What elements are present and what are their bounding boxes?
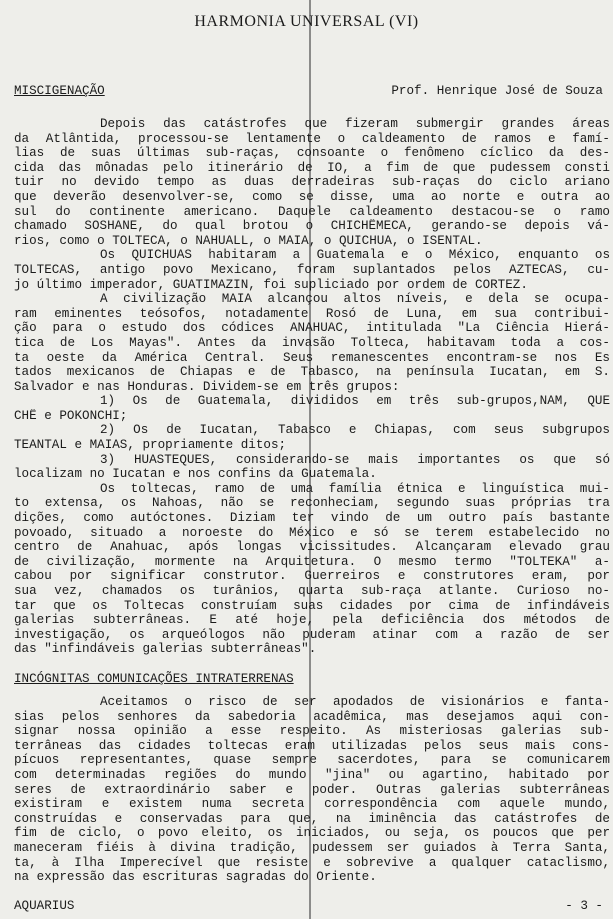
section-body-incognitas — [14, 695, 610, 885]
text-line: fim de ciclo, o povo eleito, os iniciados, ou seja, os poucos que per — [14, 826, 610, 841]
text-line: ram eminentes teósofos, notadamente Rosó de Luna, em sua contribui- — [14, 306, 610, 321]
text-line: to extensa, os Nahoas, não se reconheciam, segundo suas próprias tra — [14, 496, 610, 511]
text-line: Salvador e nas Honduras. Dividem-se em três grupos: — [14, 379, 400, 394]
text-line: Os toltecas, ramo de uma família étnica e linguística mui- — [100, 481, 610, 496]
text-line: povoado, situado a noroeste do México e só se terem estabelecido no — [14, 525, 610, 540]
text-line: signar nossa opinião a esse respeito. As misteriosas galerias sub- — [14, 724, 610, 739]
section-heading-miscigenacao: MISCIGENAÇÃO — [14, 84, 105, 98]
text-line: TEANTAL e MAIAS, propriamente ditos; — [14, 438, 287, 453]
text-line: centro de Anahuac, após longas vicissitudes. Alcançaram elevado grau — [14, 540, 610, 555]
author-name: Prof. Henrique José de Souza — [391, 84, 603, 98]
text-line: Os QUICHUAS habitaram a Guatemala e o México, enquanto os — [100, 248, 610, 263]
text-line: existiram e existem numa secreta correspondência com aquele mundo, — [14, 797, 610, 812]
text-line: tuir no devido tempo as duas derradeiras sub-raças do ciclo ariano — [14, 175, 610, 190]
text-line: tica de Los Mayas". Antes da invasão Tolteca, habitavam toda a cos- — [14, 335, 610, 350]
text-line: construídas e conservadas para que, na iminência das catástrofes de — [14, 811, 610, 826]
text-line: terrâneas das cidades toltecas eram utilizadas pelos seus mais cons- — [14, 738, 610, 753]
text-line: pícuos representantes, quase sempre sacerdotes, para se comunicarem — [14, 753, 610, 768]
text-line: rios, como o TOLTECA, o NAHUALL, o MAIA, o QUICHUA, o ISENTAL. — [14, 233, 483, 248]
text-line: sua vez, chamados os turânios, quarta sub-raça atlante. Curioso no- — [14, 584, 610, 598]
text-line: de civilização, mormente na Arquitetura. O mesmo termo "TOLTEKA" a- — [14, 554, 610, 569]
text-line: tar que os Toltecas construíam suas cidades por cima de infindáveis — [14, 598, 610, 613]
text-line: Depois das catástrofes que fizeram submergir grandes áreas — [100, 117, 610, 131]
text-line: cabou por significar construtor. Guerreiros e construtores eram, por — [14, 569, 610, 584]
text-line: chamado SOSHANE, do qual brotou o CHICHÊMECA, gerando-se depois vá- — [14, 219, 610, 234]
text-line: das "infindáveis galerias subterrâneas". — [14, 642, 317, 657]
text-line: cida das mônadas pelo itinerário de IO, a fim de que pudessem consti — [14, 160, 610, 175]
text-line: ção para o estudo dos códices ANAHUAC, intitulada "La Ciência Hierá- — [14, 321, 610, 336]
text-line: jo último imperador, GUATIMAZIN, foi supliciado por ordem de CORTEZ. — [14, 277, 528, 292]
text-line: localizam no Iucatan e nos confins da Guatemala. — [14, 467, 377, 482]
text-line: investigação, os arqueólogos não puderam atinar com a razão de ser — [14, 627, 610, 642]
text-line: TOLTECAS, antigo povo Mexicano, foram suplantados pelos AZTECAS, cu- — [14, 262, 610, 277]
section-body-miscigenacao — [14, 117, 610, 657]
text-line: que deverão desenvolver-se, como se disse, uma ao norte e outra ao — [14, 189, 610, 204]
text-line: CHÊ e POKONCHI; — [14, 408, 128, 423]
text-line: Aceitamos o risco de ser apodados de visionários e fanta- — [100, 695, 610, 709]
text-line: ta oeste da América Central. Seus remanescentes encontram-se nos Es — [14, 350, 610, 365]
text-line: dições, como autóctones. Diziam ter vindo de um outro país bastante — [14, 511, 610, 526]
text-line: lias de suas últimas sub-raças, consoante o fenômeno cíclico da des- — [14, 146, 610, 161]
text-line: ta, à Ilha Imperecível que resiste e sobrevive a qualquer cataclismo, — [14, 855, 610, 870]
text-line: com determinadas regiões do mundo "jina" ou agartino, habitado por — [14, 767, 610, 782]
text-line: sias pelos senhores da sabedoria acadêmica, mas desejamos aqui con- — [14, 709, 610, 724]
text-line: galerias subterrâneas. E até hoje, pela deficiência dos métodos de — [14, 613, 610, 628]
text-line: 3) HUASTEQUES, considerando-se mais importantes os que só — [100, 452, 610, 467]
text-line: sul do continente americano. Daquele caldeamento destacou-se o ramo — [14, 204, 610, 219]
text-line: seres de extraordinário saber e poder. Outras galerias subterrâneas — [14, 782, 610, 797]
text-line: da Atlântida, processou-se lentamente o caldeamento de ramos e famí- — [14, 131, 610, 146]
text-line: maneceram fiéis à divina tradição, pudessem ser guiados à Terra Santa, — [14, 840, 610, 855]
text-line: na expressão das escrituras sagradas do Oriente. — [14, 870, 377, 885]
section-heading-incognitas: INCÓGNITAS COMUNICAÇÕES INTRATERRENAS — [14, 672, 294, 686]
text-line: tados mexicanos de Chiapas e de Tabasco, na península Iucatan, em S. — [14, 365, 610, 380]
text-line: A civilização MAIA alcançou altos níveis, e dela se ocupa- — [100, 292, 610, 307]
page-title: HARMONIA UNIVERSAL (VI) — [194, 13, 419, 30]
footer-publication-name: AQUARIUS — [14, 899, 75, 913]
text-line: 1) Os de Guatemala, divididos em três sub-grupos,NAM, QUE — [100, 394, 610, 409]
page-number: - 3 - — [565, 899, 603, 913]
text-line: 2) Os de Iucatan, Tabasco e Chiapas, com seus subgrupos — [100, 423, 610, 438]
